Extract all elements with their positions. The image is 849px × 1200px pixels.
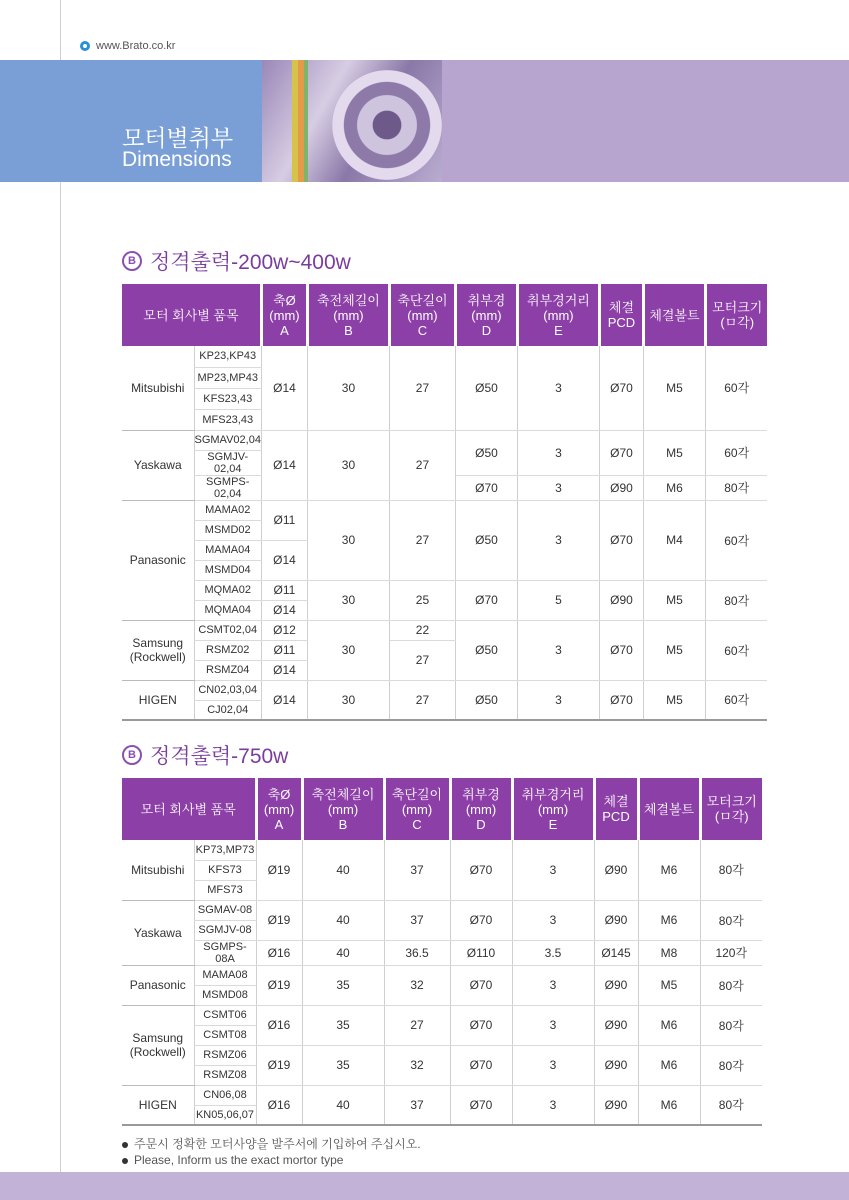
table-row	[122, 346, 767, 367]
value-bolt: M5	[643, 346, 705, 430]
value-e: 3	[512, 840, 594, 900]
value-d: Ø70	[450, 900, 512, 940]
spec-table-200-400w	[122, 284, 767, 721]
header-pcd: 체결 PCD	[599, 284, 643, 346]
model-cell: MAMA08	[194, 965, 256, 985]
note-item	[122, 1136, 421, 1152]
value-b: 40	[302, 940, 384, 965]
value-e: 3	[512, 1005, 594, 1045]
value-bolt: M6	[643, 475, 705, 500]
value-b: 30	[307, 620, 389, 680]
value-bolt: M8	[638, 940, 700, 965]
model-cell: MSMD04	[194, 560, 261, 580]
value-b: 30	[307, 430, 389, 500]
site-url-text: www.Brato.co.kr	[96, 40, 176, 52]
model-cell: MAMA02	[194, 500, 261, 520]
table-row	[122, 900, 762, 920]
value-bolt: M6	[638, 840, 700, 900]
table-row	[122, 580, 767, 600]
model-cell: RSMZ02	[194, 640, 261, 660]
table-row	[122, 500, 767, 520]
value-e: 5	[517, 580, 599, 620]
value-e: 3	[517, 680, 599, 720]
value-d: Ø70	[450, 1085, 512, 1125]
section-title-text: 정격출력-750w	[150, 745, 289, 768]
model-cell: MFS73	[194, 880, 256, 900]
header-company: 모터 회사별 품목	[122, 778, 256, 840]
model-cell: SGMAV02,04	[194, 430, 261, 450]
model-cell: MP23,MP43	[194, 367, 261, 388]
value-c: 22	[389, 620, 455, 640]
value-e: 3	[517, 620, 599, 680]
value-c: 27	[389, 680, 455, 720]
value-e: 3	[512, 900, 594, 940]
header-e: 취부경거리 (mm) E	[517, 284, 599, 346]
bullet-icon	[122, 1158, 128, 1164]
value-e: 3	[517, 346, 599, 430]
value-pcd: Ø90	[594, 1005, 638, 1045]
value-a: Ø11	[261, 500, 307, 540]
section-badge-icon: B	[122, 251, 142, 271]
value-c: 27	[389, 346, 455, 430]
brand-cell: Panasonic	[122, 500, 194, 620]
table-header-row	[122, 284, 767, 346]
value-pcd: Ø90	[594, 840, 638, 900]
value-bolt: M6	[638, 1005, 700, 1045]
value-a: Ø14	[261, 346, 307, 430]
section-title-750w	[122, 740, 288, 770]
value-size: 80각	[700, 965, 762, 1005]
banner-title-korean: 모터별취부	[122, 125, 234, 151]
value-size: 80각	[700, 1045, 762, 1085]
model-cell: SGMJV-08	[194, 920, 256, 940]
value-e: 3	[512, 1045, 594, 1085]
value-pcd: Ø90	[594, 900, 638, 940]
section-title-200-400w	[122, 246, 351, 276]
value-e: 3	[512, 965, 594, 1005]
header-c: 축단길이 (mm) C	[384, 778, 450, 840]
order-notes	[122, 1136, 421, 1168]
value-b: 30	[307, 500, 389, 580]
header-c: 축단길이 (mm) C	[389, 284, 455, 346]
value-a: Ø19	[256, 965, 302, 1005]
value-bolt: M6	[638, 1045, 700, 1085]
value-pcd: Ø90	[599, 580, 643, 620]
value-b: 40	[302, 840, 384, 900]
model-cell: SGMPS-02,04	[194, 475, 261, 500]
table-row	[122, 1045, 762, 1065]
value-c: 36.5	[384, 940, 450, 965]
value-a: Ø16	[256, 940, 302, 965]
value-c: 37	[384, 900, 450, 940]
value-pcd: Ø70	[599, 620, 643, 680]
note-item	[122, 1152, 421, 1168]
model-cell: CSMT02,04	[194, 620, 261, 640]
spec-table-750w	[122, 778, 762, 1126]
value-a: Ø19	[256, 900, 302, 940]
header-company: 모터 회사별 품목	[122, 284, 261, 346]
brand-cell: HIGEN	[122, 680, 194, 720]
table-row	[122, 620, 767, 640]
value-bolt: M6	[638, 1085, 700, 1125]
value-pcd: Ø90	[599, 475, 643, 500]
model-cell: MQMA04	[194, 600, 261, 620]
value-b: 35	[302, 965, 384, 1005]
value-c: 27	[389, 430, 455, 500]
value-bolt: M5	[643, 620, 705, 680]
value-d: Ø70	[450, 1045, 512, 1085]
value-size: 80각	[705, 475, 767, 500]
value-b: 35	[302, 1045, 384, 1085]
model-cell: CSMT08	[194, 1025, 256, 1045]
value-c: 32	[384, 1045, 450, 1085]
value-a: Ø12	[261, 620, 307, 640]
value-c: 27	[389, 500, 455, 580]
model-cell: KN05,06,07	[194, 1105, 256, 1125]
site-url[interactable]	[80, 40, 175, 52]
header-d: 취부경 (mm) D	[450, 778, 512, 840]
header-size: 모터크기 (ㅁ각)	[700, 778, 762, 840]
value-bolt: M5	[643, 430, 705, 475]
value-pcd: Ø145	[594, 940, 638, 965]
header-pcd: 체결 PCD	[594, 778, 638, 840]
model-cell: CJ02,04	[194, 700, 261, 720]
value-b: 30	[307, 580, 389, 620]
value-e: 3.5	[512, 940, 594, 965]
section-badge-icon: B	[122, 745, 142, 765]
brand-cell: Yaskawa	[122, 900, 194, 965]
value-e: 3	[512, 1085, 594, 1125]
value-b: 30	[307, 680, 389, 720]
brand-cell: Samsung (Rockwell)	[122, 620, 194, 680]
model-cell: CN02,03,04	[194, 680, 261, 700]
value-b: 30	[307, 346, 389, 430]
header-size: 모터크기 (ㅁ각)	[705, 284, 767, 346]
model-cell: MSMD08	[194, 985, 256, 1005]
value-a: Ø11	[261, 640, 307, 660]
value-pcd: Ø70	[599, 500, 643, 580]
brand-cell: Samsung (Rockwell)	[122, 1005, 194, 1085]
header-d: 취부경 (mm) D	[455, 284, 517, 346]
model-cell: CN06,08	[194, 1085, 256, 1105]
value-d: Ø50	[455, 500, 517, 580]
header-banner	[0, 60, 849, 182]
value-c: 27	[384, 1005, 450, 1045]
value-pcd: Ø70	[599, 430, 643, 475]
value-bolt: M4	[643, 500, 705, 580]
banner-title-english: Dimensions	[122, 148, 232, 171]
model-cell: RSMZ04	[194, 660, 261, 680]
table-row	[122, 965, 762, 985]
model-cell: RSMZ06	[194, 1045, 256, 1065]
value-a: Ø14	[261, 540, 307, 580]
value-bolt: M5	[643, 680, 705, 720]
value-size: 80각	[700, 1005, 762, 1045]
header-b: 축전체길이 (mm) B	[302, 778, 384, 840]
model-cell: MSMD02	[194, 520, 261, 540]
value-a: Ø11	[261, 580, 307, 600]
value-d: Ø70	[450, 1005, 512, 1045]
value-a: Ø19	[256, 1045, 302, 1085]
value-size: 60각	[705, 346, 767, 430]
table-row	[122, 430, 767, 450]
value-size: 60각	[705, 430, 767, 475]
model-cell: SGMAV-08	[194, 900, 256, 920]
value-a: Ø14	[261, 430, 307, 500]
brand-cell: Panasonic	[122, 965, 194, 1005]
model-cell: MAMA04	[194, 540, 261, 560]
value-size: 60각	[705, 680, 767, 720]
model-cell: SGMPS-08A	[194, 940, 256, 965]
value-b: 40	[302, 900, 384, 940]
value-d: Ø50	[455, 620, 517, 680]
value-bolt: M6	[638, 900, 700, 940]
value-a: Ø16	[256, 1005, 302, 1045]
brand-cell: Mitsubishi	[122, 346, 194, 430]
value-pcd: Ø70	[599, 346, 643, 430]
model-cell: MFS23,43	[194, 409, 261, 430]
value-size: 120각	[700, 940, 762, 965]
header-bolt: 체결볼트	[643, 284, 705, 346]
value-a: Ø14	[261, 680, 307, 720]
footer-band	[0, 1172, 849, 1200]
value-a: Ø14	[261, 600, 307, 620]
value-pcd: Ø90	[594, 1085, 638, 1125]
model-cell: CSMT06	[194, 1005, 256, 1025]
note-text-korean: 주문시 정확한 모터사양을 발주서에 기입하여 주십시오.	[134, 1137, 421, 1151]
value-b: 40	[302, 1085, 384, 1125]
value-a: Ø14	[261, 660, 307, 680]
value-b: 35	[302, 1005, 384, 1045]
value-e: 3	[517, 500, 599, 580]
value-bolt: M5	[638, 965, 700, 1005]
brand-cell: Yaskawa	[122, 430, 194, 500]
value-size: 80각	[700, 900, 762, 940]
header-a: 축Ø (mm) A	[256, 778, 302, 840]
model-cell: RSMZ08	[194, 1065, 256, 1085]
value-size: 80각	[700, 840, 762, 900]
header-e: 취부경거리 (mm) E	[512, 778, 594, 840]
globe-icon	[80, 41, 90, 51]
header-bolt: 체결볼트	[638, 778, 700, 840]
model-cell: KP23,KP43	[194, 346, 261, 367]
value-d: Ø70	[450, 840, 512, 900]
value-d: Ø70	[455, 580, 517, 620]
value-d: Ø70	[455, 475, 517, 500]
value-a: Ø19	[256, 840, 302, 900]
model-cell: SGMJV-02,04	[194, 450, 261, 475]
value-e: 3	[517, 430, 599, 475]
header-a: 축Ø (mm) A	[261, 284, 307, 346]
value-pcd: Ø90	[594, 965, 638, 1005]
value-size: 60각	[705, 620, 767, 680]
value-size: 80각	[700, 1085, 762, 1125]
table-row	[122, 680, 767, 700]
value-d: Ø110	[450, 940, 512, 965]
brand-cell: Mitsubishi	[122, 840, 194, 900]
value-c: 37	[384, 1085, 450, 1125]
model-cell: MQMA02	[194, 580, 261, 600]
section-title-text: 정격출력-200w~400w	[150, 251, 351, 274]
table-row	[122, 940, 762, 965]
table-row	[122, 1005, 762, 1025]
value-bolt: M5	[643, 580, 705, 620]
note-text-english: Please, Inform us the exact mortor type	[134, 1153, 344, 1167]
model-cell: KFS23,43	[194, 388, 261, 409]
value-c: 37	[384, 840, 450, 900]
value-size: 80각	[705, 580, 767, 620]
value-d: Ø50	[455, 430, 517, 475]
bullet-icon	[122, 1142, 128, 1148]
value-d: Ø50	[455, 680, 517, 720]
value-c: 27	[389, 640, 455, 680]
value-pcd: Ø70	[599, 680, 643, 720]
brand-cell: HIGEN	[122, 1085, 194, 1125]
value-c: 25	[389, 580, 455, 620]
value-a: Ø16	[256, 1085, 302, 1125]
table-row	[122, 1085, 762, 1105]
header-b: 축전체길이 (mm) B	[307, 284, 389, 346]
value-d: Ø50	[455, 346, 517, 430]
value-size: 60각	[705, 500, 767, 580]
value-pcd: Ø90	[594, 1045, 638, 1085]
model-cell: KFS73	[194, 860, 256, 880]
value-e: 3	[517, 475, 599, 500]
table-row	[122, 840, 762, 860]
value-c: 32	[384, 965, 450, 1005]
table-header-row	[122, 778, 762, 840]
model-cell: KP73,MP73	[194, 840, 256, 860]
motor-photo	[262, 60, 442, 182]
value-d: Ø70	[450, 965, 512, 1005]
